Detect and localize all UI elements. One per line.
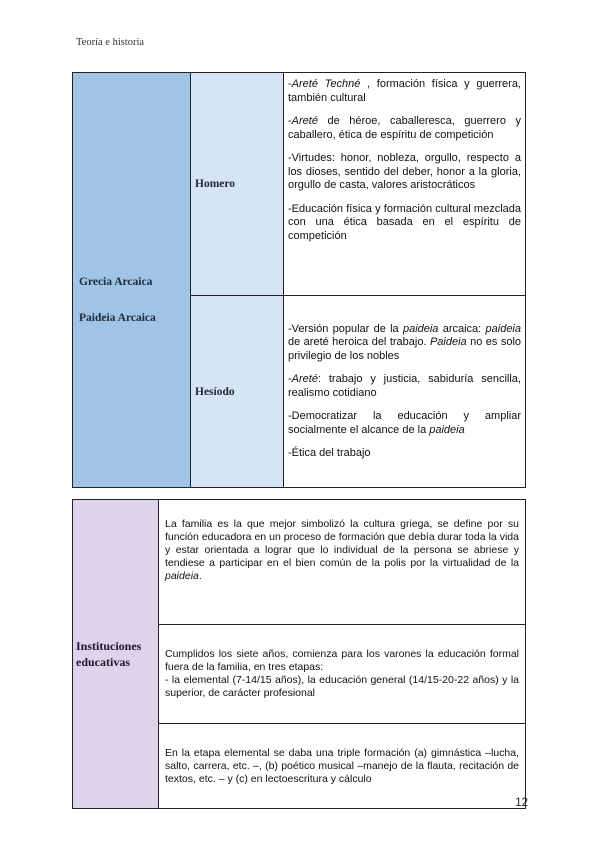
table-row xyxy=(73,500,526,625)
formacion-cell: En la etapa elemental se daba una triple formación (a) gimnástica –lucha, salto, carrera, etc. –, (b) poético musical –manejo de la flauta, recitación de textos, etc. – y (c) en lectoescritura y cálculo xyxy=(159,724,526,809)
instituciones-label-cell xyxy=(73,500,159,809)
homero-item-3: -Virtudes: honor, nobleza, orgullo, respecto a los dioses, sentido del deber, honor a la gloria, orgullo de casta, valores aristocráticos xyxy=(288,152,521,191)
hesiodo-item-1: -Versión popular de la paideia arcaica: paideia de areté heroica del trabajo. Paideia no es solo privilegio de los nobles xyxy=(288,322,521,362)
homero-content xyxy=(284,73,526,296)
hesiodo-item-2: -Areté: trabajo y justicia, sabiduría sencilla, realismo cotidiano xyxy=(288,373,521,399)
hesiodo-content xyxy=(284,296,526,488)
era-sublabel: Paideia Arcaica xyxy=(79,312,156,324)
era-cell xyxy=(73,73,191,488)
author-label: Homero xyxy=(195,178,236,190)
paideia-arcaica-table xyxy=(72,72,526,488)
author-cell-homero xyxy=(191,73,284,296)
page-number: 12 xyxy=(515,797,528,809)
table-row-homero xyxy=(73,73,526,296)
author-cell-hesiodo xyxy=(191,296,284,488)
hesiodo-item-4: -Ética del trabajo xyxy=(288,447,371,459)
instituciones-table xyxy=(72,499,526,809)
homero-item-1: -Areté Techné , formación física y guerrera, también cultural xyxy=(288,78,521,104)
etapas-list: - la elemental (7-14/15 años), la educación general (14/15-20-22 años) y la superior, de carácter profesional xyxy=(165,674,519,699)
homero-item-2: -Areté de héroe, caballeresca, guerrero y caballero, ética de espíritu de competición xyxy=(288,115,521,141)
author-label: Hesíodo xyxy=(195,385,235,398)
homero-item-4: -Educación física y formación cultural mezclada con una ética basada en el espíritu de competición xyxy=(288,202,521,242)
etapas-intro: Cumplidos los siete años, comienza para los varones la educación formal fuera de la familia, en tres etapas: xyxy=(165,648,519,673)
era-label: Grecia Arcaica xyxy=(79,276,153,288)
running-header: Teoría e historia xyxy=(76,37,145,48)
hesiodo-item-3: -Democratizar la educación y ampliar socialmente el alcance de la paideia xyxy=(288,410,521,436)
etapas-cell xyxy=(159,625,526,724)
instituciones-label: Instituciones educativas xyxy=(76,639,142,669)
familia-cell: La familia es la que mejor simbolizó la cultura griega, se define por su función educadora en un proceso de formación que debía durar toda la vida y estar orientada a lograr que lo individual de la persona se abriese y tendiese a participar en el bien común de la polis por la virtualidad de la paideia. xyxy=(159,500,526,625)
